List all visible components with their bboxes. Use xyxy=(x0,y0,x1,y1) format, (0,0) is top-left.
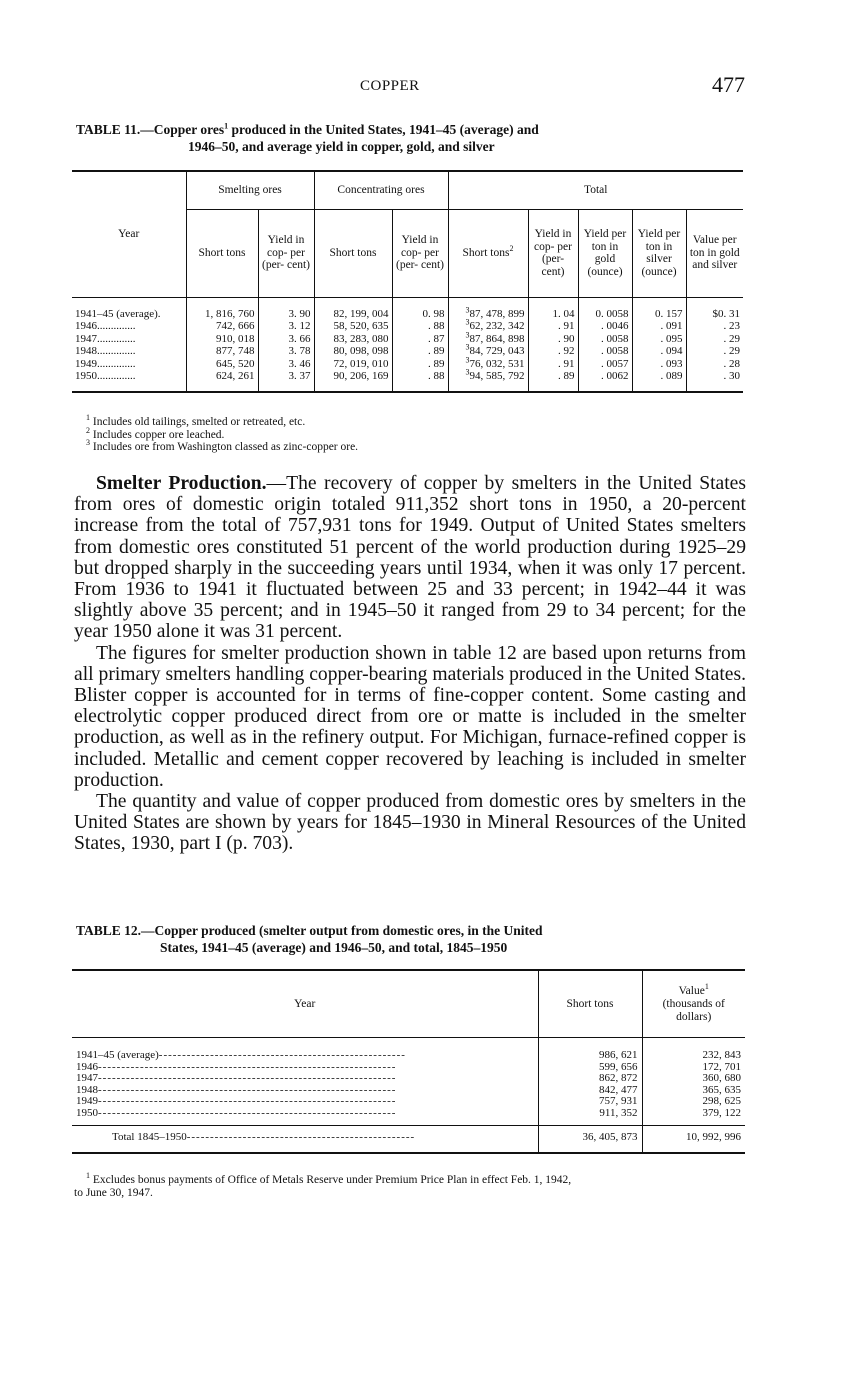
t11-header-tot-tons: Short tons$^2$ xyxy=(448,209,528,297)
t12-header-year: Year xyxy=(72,970,538,1038)
table-row: 1950.............. 624, 261 3. 37 90, 206, 169 . 88 $^3$94, 585, 792 . 89 . 0062 . 089 . 30 xyxy=(72,370,743,392)
footnote: $^3$ Includes ore from Washington classed as zinc-copper ore. xyxy=(86,438,359,453)
table-row: 1948---------------------------------------------------------------- 842, 477 365, 635 xyxy=(72,1085,745,1097)
table12-caption-line2: States, 1941–45 (average) and 1946–50, and total, 1845–1950 xyxy=(160,940,508,955)
table12 xyxy=(72,969,745,1154)
table11 xyxy=(72,170,743,393)
table-total-row: Total 1845–1950------------------------------------------------- 36, 405, 873 10, 992, 996 xyxy=(72,1126,745,1153)
section-heading: Smelter Production. xyxy=(96,473,267,494)
table11-footnotes xyxy=(86,413,359,454)
table-row: 1949.............. 645, 520 3. 46 72, 019, 010 . 89 $^3$76, 032, 531 . 91 . 0057 . 093 . 28 xyxy=(72,358,743,371)
table11-caption-line2: 1946–50, and average yield in copper, gold, and silver xyxy=(188,139,495,154)
table11-label: TABLE 11. xyxy=(76,122,141,137)
table-row: 1946---------------------------------------------------------------- 599, 656 172, 701 xyxy=(72,1062,745,1074)
table-row: 1949---------------------------------------------------------------- 757, 931 298, 625 xyxy=(72,1096,745,1108)
table12-footnote: $^1$ Excludes bonus payments of Office of Metals Reserve under Premium Price Plan in effect Feb. 1, 1942, to June 30, 1947. xyxy=(74,1171,572,1199)
t11-header-concentrating: Concentrating ores xyxy=(314,171,448,209)
t12-header-short-tons: Short tons xyxy=(538,970,642,1038)
t11-header-co-tons: Short tons xyxy=(314,209,392,297)
table12-label: TABLE 12. xyxy=(76,923,142,938)
paragraph: Smelter Production.—The recovery of copper by smelters in the United States from ores of domestic origin totaled 911,352 short tons in 1950, a 20-percent increase from the total of 757,931 tons for 1949. Output of United States smelters from domestic ores constituted 51 percent of the world production during 1925–29 but dropped sharply in the succeeding years until 1934, when it was only 17 percent. From 1936 to 1941 it fluctuated between 25 and 33 percent; in 1942–44 it was slightly above 35 percent; and in 1945–50 it ranged from 29 to 34 percent; for the year 1950 alone it was 31 percent. xyxy=(74,473,746,643)
running-title: COPPER xyxy=(360,78,420,94)
paragraph: The quantity and value of copper produced from domestic ores by smelters in the United States are shown by years for 1845–1930 in Mineral Resources of the United States, 1930, part I (p. 703). xyxy=(74,791,746,855)
footnote: $^1$ Includes old tailings, smelted or retreated, etc. xyxy=(86,413,306,428)
t11-header-sm-yield: Yield in cop- per (per- cent) xyxy=(258,209,314,297)
t11-header-year: Year xyxy=(72,171,186,297)
table-row: 1947.............. 910, 018 3. 66 83, 283, 080 . 87 $^3$87, 864, 898 . 90 . 0058 . 095 . 29 xyxy=(72,333,743,346)
footnote: $^2$ Includes copper ore leached. xyxy=(86,425,225,441)
t11-header-gold: Yield per ton in gold (ounce) xyxy=(578,209,632,297)
t11-header-tot-yield: Yield in cop- per (per- cent) xyxy=(528,209,578,297)
page-number: 477 xyxy=(712,72,745,97)
table-row: 1948.............. 877, 748 3. 78 80, 098, 098 . 89 $^3$84, 729, 043 . 92 . 0058 . 094 . 29 xyxy=(72,345,743,358)
paragraph: The figures for smelter production shown in table 12 are based upon returns from all primary smelters handling copper-bearing materials produced in the United States. Blister copper is accounted for in terms of fine-copper content. Some casting and electrolytic copper produced direct from ore or matte is included in the smelter production, as well as in the refinery output. For Michigan, furnace-refined copper is included. Metallic and cement copper recovered by leaching is included in smelter production. xyxy=(74,642,746,791)
table-row: 1941–45 (average). 1, 816, 760 3. 90 82, 199, 004 0. 98 $^3$87, 478, 899 1. 04 0. 0058 0. 157 $0. 31 xyxy=(72,297,743,320)
t11-header-value: Value per ton in gold and silver xyxy=(686,209,743,297)
t11-header-total: Total xyxy=(448,171,743,209)
t11-header-co-yield: Yield in cop- per (per- cent) xyxy=(392,209,448,297)
t12-header-value: Value$^1$ (thousands of dollars) xyxy=(642,970,745,1038)
t11-header-smelting: Smelting ores xyxy=(186,171,314,209)
table-row: 1941–45 (average)----------------------------------------------------- 986, 621 232, 843 xyxy=(72,1038,745,1062)
table11-caption: TABLE 11.—Copper ores$^1$ produced in the United States, 1941–45 (average) and 1946–50, and average yield in copper, gold, and silver xyxy=(76,121,746,155)
running-head xyxy=(0,72,857,102)
table-row: 1950---------------------------------------------------------------- 911, 352 379, 122 xyxy=(72,1108,745,1126)
t11-header-sm-tons: Short tons xyxy=(186,209,258,297)
body-text xyxy=(74,473,746,855)
t11-header-silver: Yield per ton in silver (ounce) xyxy=(632,209,686,297)
table-row: 1947---------------------------------------------------------------- 862, 872 360, 680 xyxy=(72,1073,745,1085)
table12-caption: TABLE 12.—Copper produced (smelter output from domestic ores, in the United States, 1941–45 (average) and 1946–50, and total, 1845–1950 xyxy=(76,922,746,956)
table-row: 1946.............. 742, 666 3. 12 58, 520, 635 . 88 $^3$62, 232, 342 . 91 . 0046 . 091 . 23 xyxy=(72,320,743,333)
